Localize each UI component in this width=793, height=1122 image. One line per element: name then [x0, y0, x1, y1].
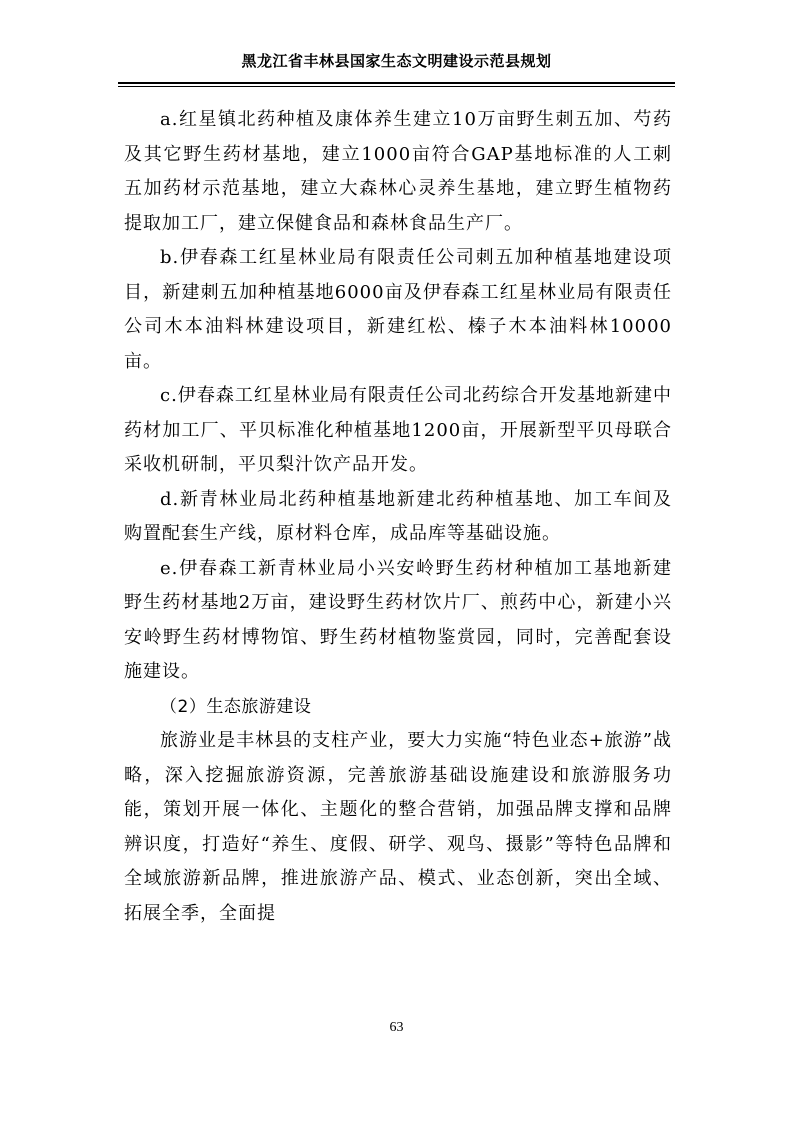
paragraph-tourism: 旅游业是丰林县的支柱产业，要大力实施“特色业态+旅游”战略，深入挖掘旅游资源，完善旅游基础设施建设和旅游服务功能，策划开展一体化、主题化的整合营销，加强品牌支撑和品牌辨识度，打造好“养生、度假、研学、观鸟、摄影”等特色品牌和全域旅游新品牌，推进旅游产品、模式、业态创新，突出全域、拓展全季，全面提	[124, 730, 672, 924]
page-number: 63	[389, 1020, 404, 1035]
paragraph-a: a.红星镇北药种植及康体养生建立10万亩野生刺五加、芍药及其它野生药材基地，建立1000亩符合GAP基地标准的人工刺五加药材示范基地，建立大森林心灵养生基地，建立野生植物药提取加工厂，建立保健食品和森林食品生产厂。	[124, 109, 672, 234]
paragraph-e: e.伊春森工新青林业局小兴安岭野生药材种植加工基地新建野生药材基地2万亩，建设野生药材饮片厂、煎药中心，新建小兴安岭野生药材博物馆、野生药材植物鉴赏园，同时，完善配套设施建设。	[124, 557, 672, 682]
header-rule-thin	[118, 86, 675, 87]
paragraph-c: c.伊春森工红星林业局有限责任公司北药综合开发基地新建中药材加工厂、平贝标准化种植基地1200亩，开展新型平贝母联合采收机研制，平贝梨汁饮产品开发。	[124, 385, 672, 475]
section-subheading: （2）生态旅游建设	[160, 696, 312, 717]
paragraph-b: b.伊春森工红星林业局有限责任公司刺五加种植基地建设项目，新建刺五加种植基地6000亩及伊春森工红星林业局有限责任公司木本油料林建设项目，新建红松、榛子木本油料林10000亩。	[124, 247, 672, 372]
running-header: 黑龙江省丰林县国家生态文明建设示范县规划	[241, 52, 552, 70]
paragraph-d: d.新青林业局北药种植基地新建北药种植基地、加工车间及购置配套生产线，原材料仓库，成品库等基础设施。	[124, 488, 672, 544]
header-rule-thick	[118, 82, 675, 84]
page-body	[124, 103, 672, 931]
